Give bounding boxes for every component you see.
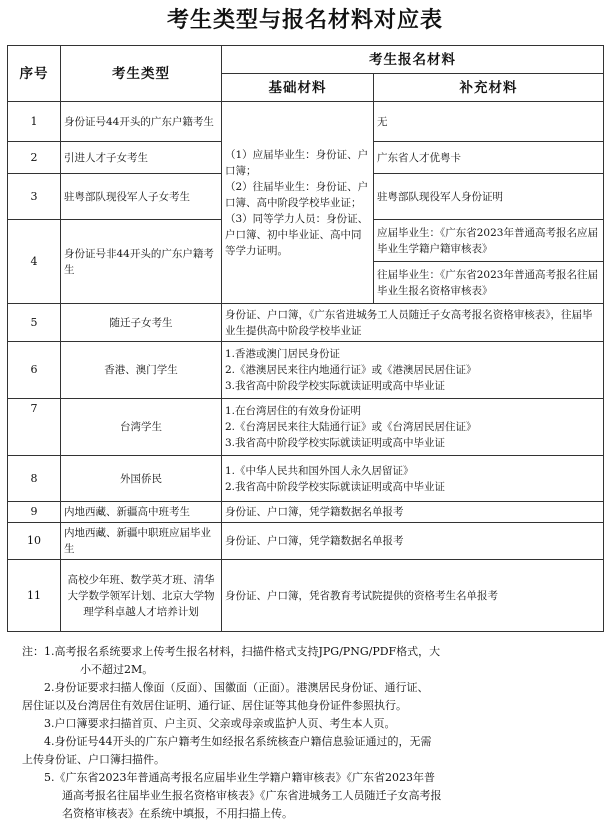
row-extra: 无: [374, 102, 604, 142]
materials-table: [7, 45, 604, 632]
note-3: 3.户口簿要求扫描首页、户主页、父亲或母亲或监护人页、考生本人页。: [44, 717, 396, 730]
table-row: [8, 342, 604, 399]
row-extra-current: 应届毕业生：《广东省2023年普通高考报名应届毕业生学籍户籍审核表》: [374, 220, 604, 262]
notes-label: 注：: [22, 645, 44, 658]
basic-p2: （2）往届毕业生：身份证、户口簿、高中阶段学校毕业证；: [225, 180, 369, 209]
row-number: 7: [8, 399, 61, 456]
row-number: 3: [8, 174, 61, 220]
table-row: [8, 304, 604, 342]
row-materials: 身份证、户口簿，凭省教育考试院提供的资格考生名单报考: [222, 560, 604, 632]
table-row: [8, 502, 604, 523]
basic-materials-merged: [222, 102, 374, 304]
note-2: 2.身份证要求扫描人像面（反面）、国徽面（正面）。港澳居民身份证、通行证、: [44, 681, 429, 694]
row-type: 驻粤部队现役军人子女考生: [61, 174, 222, 220]
note-4-cont: 上传身份证、户口簿扫描件。: [22, 753, 165, 766]
note-5-cont2: 名资格审核表》在系统中填报，不用扫描上传。: [62, 807, 293, 820]
row-materials: [222, 342, 604, 399]
header-type: 考生类型: [61, 46, 222, 102]
row-number: 11: [8, 560, 61, 632]
row-type: 外国侨民: [61, 456, 222, 502]
row-number: 4: [8, 220, 61, 304]
row-materials: 身份证、户口簿，《广东省进城务工人员随迁子女高考报名资格审核表》，往届毕业生提供高中阶段学校毕业证: [222, 304, 604, 342]
table-row: [8, 102, 604, 142]
row-type: 身份证号44开头的广东户籍考生: [61, 102, 222, 142]
row-number: 1: [8, 102, 61, 142]
row-type: 随迁子女考生: [61, 304, 222, 342]
row-materials: [222, 456, 604, 502]
basic-p3: （3）同等学力人员：身份证、户口簿、初中毕业证、高中同等学力证明。: [225, 212, 369, 257]
row-number: 8: [8, 456, 61, 502]
row-extra: 驻粤部队现役军人身份证明: [374, 174, 604, 220]
note-5-cont: 通高考报名往届毕业生报名资格审核表》《广东省进城务工人员随迁子女高考报: [62, 789, 442, 802]
row-extra-previous: 往届毕业生：《广东省2023年普通高考报名往届毕业生报名资格审核表》: [374, 262, 604, 304]
row-materials: 身份证、户口簿，凭学籍数据名单报考: [222, 523, 604, 560]
material-line: 1.香港或澳门居民身份证: [225, 348, 341, 360]
note-2-cont: 居住证以及台湾居住有效居住证明、通行证、居住证等其他身份证件参照执行。: [22, 699, 407, 712]
row-number: 6: [8, 342, 61, 399]
header-seq: 序号: [8, 46, 61, 102]
page-title: 考生类型与报名材料对应表: [166, 7, 443, 33]
material-line: 3.我省高中阶段学校实际就读证明或高中毕业证: [225, 380, 446, 392]
row-type: 香港、澳门学生: [61, 342, 222, 399]
header-extra: 补充材料: [374, 74, 604, 102]
row-extra: 广东省人才优粤卡: [374, 142, 604, 174]
table-row: [8, 523, 604, 560]
table-row: [8, 399, 604, 456]
row-type: 内地西藏、新疆高中班考生: [61, 502, 222, 523]
row-materials: [222, 399, 604, 456]
basic-p1: （1）应届毕业生：身份证、户口簿；: [225, 148, 369, 177]
row-number: 5: [8, 304, 61, 342]
row-materials: 身份证、户口簿，凭学籍数据名单报考: [222, 502, 604, 523]
material-line: 3.我省高中阶段学校实际就读证明或高中毕业证: [225, 437, 446, 449]
table-row: [8, 456, 604, 502]
note-1-cont: 小不超过2M。: [80, 663, 154, 676]
row-number: 9: [8, 502, 61, 523]
header-materials: 考生报名材料: [222, 46, 604, 74]
row-type: 引进人才子女考生: [61, 142, 222, 174]
row-type: 内地西藏、新疆中职班应届毕业生: [61, 523, 222, 560]
row-type: 台湾学生: [61, 399, 222, 456]
table-row: [8, 560, 604, 632]
row-type: 高校少年班、数学英才班、清华大学数学领军计划、北京大学物理学科卓越人才培养计划: [61, 560, 222, 632]
note-5: 5.《广东省2023年普通高考报名应届毕业生学籍户籍审核表》《广东省2023年普: [44, 771, 435, 784]
material-line: 2.我省高中阶段学校实际就读证明或高中毕业证: [225, 480, 446, 493]
row-number: 2: [8, 142, 61, 174]
note-4: 4.身份证号44开头的广东户籍考生如经报名系统核查户籍信息验证通过的，无需: [44, 735, 432, 748]
row-type: 身份证号非44开头的广东户籍考生: [61, 220, 222, 304]
row-number: 10: [8, 523, 61, 560]
material-line: 2.《台湾居民来往大陆通行证》或《台湾居民居住证》: [225, 421, 477, 433]
notes-section: [22, 644, 600, 824]
material-line: 1.《中华人民共和国外国人永久居留证》: [225, 464, 414, 477]
material-line: 2.《港澳居民来往内地通行证》或《港澳居民居住证》: [225, 364, 477, 376]
header-basic: 基础材料: [222, 74, 374, 102]
material-line: 1.在台湾居住的有效身份证明: [225, 405, 362, 417]
note-1: 注：1.高考报名系统要求上传考生报名材料，扫描件格式支持JPG/PNG/PDF格式，大: [22, 645, 441, 658]
